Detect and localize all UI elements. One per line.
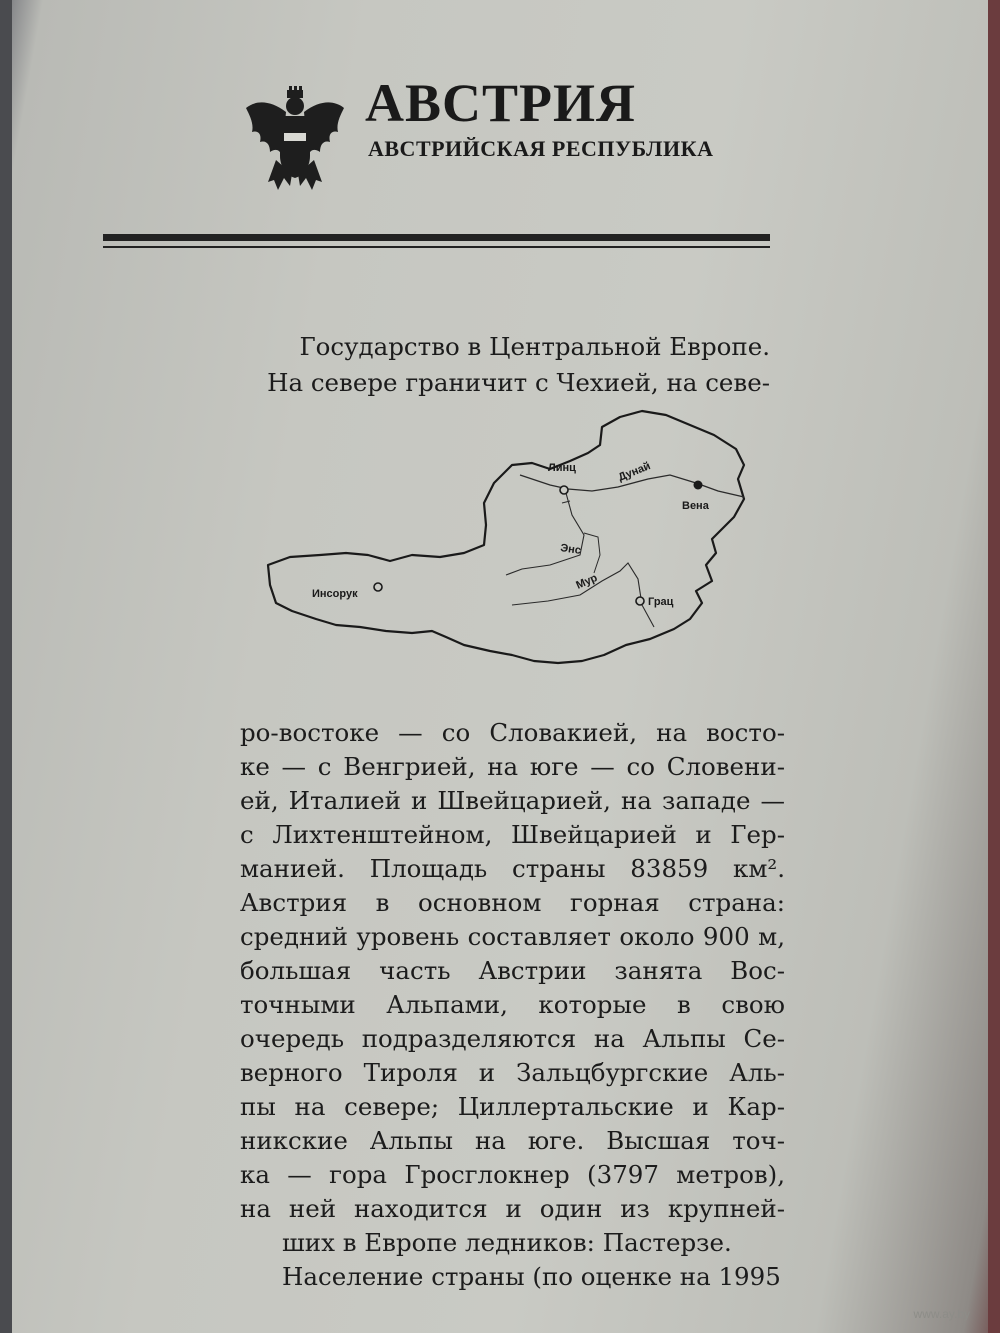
austria-border bbox=[268, 411, 744, 663]
book-spine-right bbox=[988, 0, 1000, 1333]
page-subtitle: АВСТРИЙСКАЯ РЕСПУБЛИКА bbox=[368, 136, 714, 161]
book-spine-left bbox=[0, 0, 12, 1333]
tributary bbox=[559, 501, 600, 573]
mur-label: Мур bbox=[574, 571, 600, 592]
body-line: ро-востоке — со Словакией, на восто- bbox=[240, 718, 785, 747]
intro-line: На севере граничит с Чехией, на севе- bbox=[267, 368, 770, 397]
page-title: АВСТРИЯ bbox=[365, 73, 637, 133]
mur-river bbox=[512, 563, 654, 627]
body-line: Население страны (по оценке на 1995 bbox=[282, 1262, 781, 1291]
body-line: очередь подразделяются на Альпы Се- bbox=[240, 1024, 785, 1053]
header-rule-thin bbox=[103, 246, 770, 248]
body-line: большая часть Австрии занята Вос- bbox=[240, 956, 785, 985]
body-line: верного Тироля и Зальцбургские Аль- bbox=[240, 1058, 785, 1087]
danube-label: Дунай bbox=[616, 460, 653, 484]
body-line: точными Альпами, которые в свою bbox=[240, 990, 785, 1019]
linz-city-dot bbox=[560, 486, 568, 494]
body-line: ших в Европе ледников: Пастерзе. bbox=[282, 1228, 732, 1257]
body-line: пы на севере; Циллертальские и Кар- bbox=[240, 1092, 785, 1121]
graz-city-dot bbox=[636, 597, 644, 605]
enns-river bbox=[506, 493, 584, 575]
graz-label: Грац bbox=[648, 596, 674, 608]
eagle-crest-icon bbox=[240, 86, 350, 196]
body-line: манией. Площадь страны 83859 км². bbox=[240, 854, 785, 883]
body-line: ке — с Венгрией, на юге — со Словени- bbox=[240, 752, 785, 781]
body-line: средний уровень составляет около 900 м, bbox=[240, 922, 785, 951]
body-line: на ней находится и один из крупней- bbox=[240, 1194, 785, 1223]
watermark: www.ay.by bbox=[913, 1307, 970, 1321]
innsbruck-label: Инсорук bbox=[312, 588, 358, 600]
body-line: с Лихтенштейном, Швейцарией и Гер- bbox=[240, 820, 785, 849]
header-rule-thick bbox=[103, 234, 770, 241]
intro-line: Государство в Центральной Европе. bbox=[299, 332, 770, 361]
vienna-city-dot bbox=[694, 481, 703, 490]
linz-label: Линц bbox=[548, 462, 576, 474]
body-line: никские Альпы на юге. Высшая точ- bbox=[240, 1126, 785, 1155]
vienna-label: Вена bbox=[682, 500, 709, 512]
innsbruck-city-dot bbox=[374, 583, 382, 591]
body-line: Австрия в основном горная страна: bbox=[240, 888, 785, 917]
enns-label: Энс bbox=[559, 542, 582, 557]
body-line: ка — гора Гросглокнер (3797 метров), bbox=[240, 1160, 785, 1189]
austria-map bbox=[250, 405, 770, 685]
body-line: ей, Италией и Швейцарией, на западе — bbox=[240, 786, 785, 815]
